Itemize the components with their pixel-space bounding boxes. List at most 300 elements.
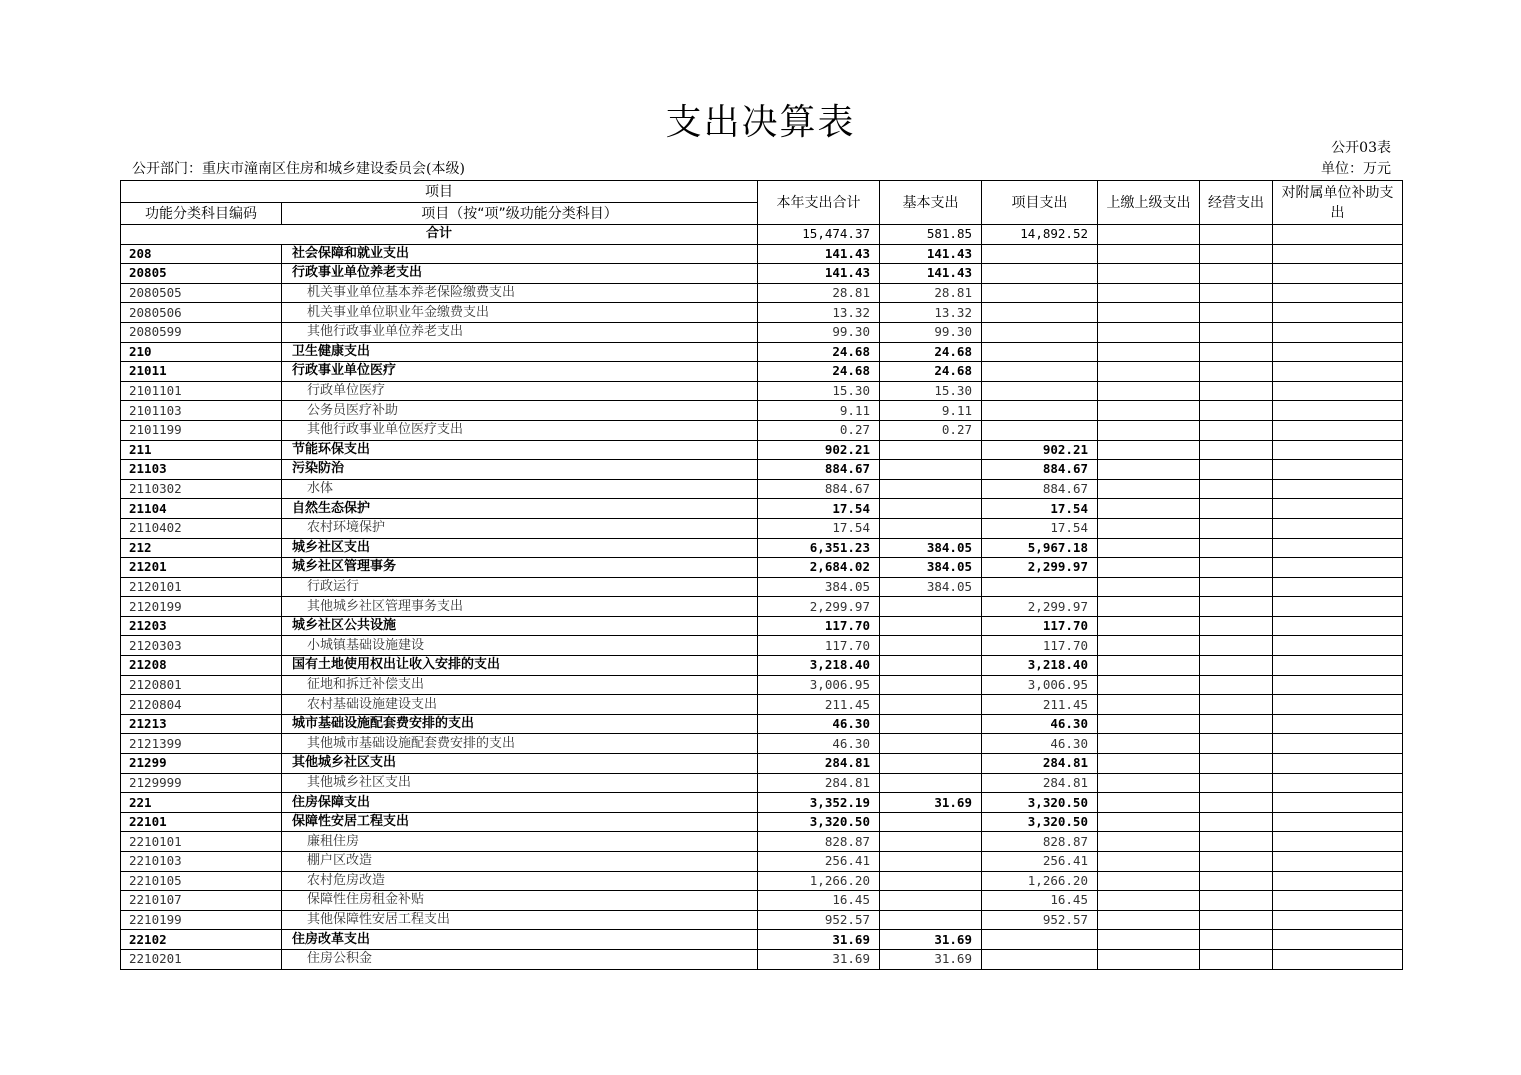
upper-cell bbox=[1098, 597, 1200, 617]
project-cell: 117.70 bbox=[982, 636, 1098, 656]
basic-cell: 141.43 bbox=[880, 244, 982, 264]
project-cell: 902.21 bbox=[982, 440, 1098, 460]
code-cell: 2120101 bbox=[121, 577, 282, 597]
code-cell: 21299 bbox=[121, 754, 282, 774]
total-cell: 3,218.40 bbox=[758, 656, 880, 676]
subsidy-cell bbox=[1273, 538, 1403, 558]
project-cell bbox=[982, 949, 1098, 969]
basic-cell: 99.30 bbox=[880, 322, 982, 342]
project-cell: 17.54 bbox=[982, 499, 1098, 519]
name-cell: 农村危房改造 bbox=[282, 871, 758, 891]
total-cell: 6,351.23 bbox=[758, 538, 880, 558]
basic-cell: 15.30 bbox=[880, 381, 982, 401]
business-cell bbox=[1200, 714, 1273, 734]
upper-cell bbox=[1098, 577, 1200, 597]
subsidy-cell bbox=[1273, 812, 1403, 832]
upper-cell bbox=[1098, 675, 1200, 695]
header-subsidy: 对附属单位补助支出 bbox=[1273, 181, 1403, 225]
subsidy-cell bbox=[1273, 264, 1403, 284]
name-cell: 棚户区改造 bbox=[282, 852, 758, 872]
upper-cell bbox=[1098, 479, 1200, 499]
basic-cell bbox=[880, 714, 982, 734]
subsidy-cell bbox=[1273, 949, 1403, 969]
upper-cell bbox=[1098, 538, 1200, 558]
name-cell: 水体 bbox=[282, 479, 758, 499]
upper-cell bbox=[1098, 695, 1200, 715]
code-cell: 2129999 bbox=[121, 773, 282, 793]
business-cell bbox=[1200, 303, 1273, 323]
project-cell: 828.87 bbox=[982, 832, 1098, 852]
project-cell: 14,892.52 bbox=[982, 225, 1098, 245]
subsidy-cell bbox=[1273, 362, 1403, 382]
name-cell: 自然生态保护 bbox=[282, 499, 758, 519]
subsidy-cell bbox=[1273, 479, 1403, 499]
subsidy-cell bbox=[1273, 401, 1403, 421]
name-cell: 廉租住房 bbox=[282, 832, 758, 852]
name-cell: 其他保障性安居工程支出 bbox=[282, 910, 758, 930]
upper-cell bbox=[1098, 949, 1200, 969]
basic-cell: 0.27 bbox=[880, 420, 982, 440]
business-cell bbox=[1200, 401, 1273, 421]
basic-cell: 581.85 bbox=[880, 225, 982, 245]
subsidy-cell bbox=[1273, 518, 1403, 538]
unit-label: 单位：万元 bbox=[1321, 161, 1391, 177]
name-cell: 行政运行 bbox=[282, 577, 758, 597]
total-cell: 1,266.20 bbox=[758, 871, 880, 891]
total-cell: 284.81 bbox=[758, 754, 880, 774]
name-cell: 其他城乡社区管理事务支出 bbox=[282, 597, 758, 617]
subsidy-cell bbox=[1273, 734, 1403, 754]
name-cell: 其他城乡社区支出 bbox=[282, 754, 758, 774]
subsidy-cell bbox=[1273, 714, 1403, 734]
total-cell: 141.43 bbox=[758, 244, 880, 264]
upper-cell bbox=[1098, 401, 1200, 421]
upper-cell bbox=[1098, 656, 1200, 676]
upper-cell bbox=[1098, 636, 1200, 656]
table-row bbox=[121, 910, 1403, 930]
basic-cell: 384.05 bbox=[880, 538, 982, 558]
table-row bbox=[121, 949, 1403, 969]
name-cell: 机关事业单位职业年金缴费支出 bbox=[282, 303, 758, 323]
table-row bbox=[121, 754, 1403, 774]
name-cell: 住房公积金 bbox=[282, 949, 758, 969]
subsidy-cell bbox=[1273, 793, 1403, 813]
expenditure-table bbox=[120, 180, 1403, 970]
subsidy-cell bbox=[1273, 891, 1403, 911]
table-row bbox=[121, 381, 1403, 401]
upper-cell bbox=[1098, 754, 1200, 774]
table-row bbox=[121, 695, 1403, 715]
name-cell: 农村环境保护 bbox=[282, 518, 758, 538]
table-row bbox=[121, 401, 1403, 421]
total-cell: 117.70 bbox=[758, 636, 880, 656]
page-title: 支出决算表 bbox=[665, 102, 856, 143]
project-cell bbox=[982, 577, 1098, 597]
upper-cell bbox=[1098, 832, 1200, 852]
project-cell bbox=[982, 342, 1098, 362]
code-cell: 212 bbox=[121, 538, 282, 558]
code-cell: 2210199 bbox=[121, 910, 282, 930]
table-row bbox=[121, 303, 1403, 323]
upper-cell bbox=[1098, 322, 1200, 342]
subsidy-cell bbox=[1273, 754, 1403, 774]
table-row bbox=[121, 244, 1403, 264]
basic-cell: 31.69 bbox=[880, 793, 982, 813]
subsidy-cell bbox=[1273, 871, 1403, 891]
business-cell bbox=[1200, 244, 1273, 264]
table-row bbox=[121, 342, 1403, 362]
table-row bbox=[121, 460, 1403, 480]
code-cell: 2210103 bbox=[121, 852, 282, 872]
project-cell: 284.81 bbox=[982, 773, 1098, 793]
total-row bbox=[121, 225, 1403, 245]
business-cell bbox=[1200, 734, 1273, 754]
subsidy-cell bbox=[1273, 675, 1403, 695]
subsidy-cell bbox=[1273, 656, 1403, 676]
name-cell: 其他城市基础设施配套费安排的支出 bbox=[282, 734, 758, 754]
table-row bbox=[121, 616, 1403, 636]
business-cell bbox=[1200, 656, 1273, 676]
name-cell: 污染防治 bbox=[282, 460, 758, 480]
upper-cell bbox=[1098, 891, 1200, 911]
business-cell bbox=[1200, 930, 1273, 950]
basic-cell: 28.81 bbox=[880, 283, 982, 303]
project-cell bbox=[982, 930, 1098, 950]
code-cell: 2210201 bbox=[121, 949, 282, 969]
total-cell: 28.81 bbox=[758, 283, 880, 303]
project-cell bbox=[982, 303, 1098, 323]
basic-cell: 384.05 bbox=[880, 577, 982, 597]
upper-cell bbox=[1098, 362, 1200, 382]
upper-cell bbox=[1098, 852, 1200, 872]
code-cell: 2101199 bbox=[121, 420, 282, 440]
code-cell: 21011 bbox=[121, 362, 282, 382]
header-upper: 上缴上级支出 bbox=[1098, 181, 1200, 225]
code-cell: 2101101 bbox=[121, 381, 282, 401]
table-row bbox=[121, 499, 1403, 519]
code-cell: 2080506 bbox=[121, 303, 282, 323]
name-cell: 征地和拆迁补偿支出 bbox=[282, 675, 758, 695]
subsidy-cell bbox=[1273, 283, 1403, 303]
name-cell: 卫生健康支出 bbox=[282, 342, 758, 362]
project-cell bbox=[982, 420, 1098, 440]
header-project: 项目支出 bbox=[982, 181, 1098, 225]
name-cell: 保障性住房租金补贴 bbox=[282, 891, 758, 911]
business-cell bbox=[1200, 871, 1273, 891]
total-cell: 99.30 bbox=[758, 322, 880, 342]
business-cell bbox=[1200, 891, 1273, 911]
business-cell bbox=[1200, 616, 1273, 636]
project-cell: 884.67 bbox=[982, 479, 1098, 499]
total-cell: 16.45 bbox=[758, 891, 880, 911]
upper-cell bbox=[1098, 616, 1200, 636]
total-cell: 31.69 bbox=[758, 949, 880, 969]
total-cell: 384.05 bbox=[758, 577, 880, 597]
total-cell: 24.68 bbox=[758, 362, 880, 382]
project-cell: 5,967.18 bbox=[982, 538, 1098, 558]
upper-cell bbox=[1098, 871, 1200, 891]
code-cell: 21208 bbox=[121, 656, 282, 676]
header-business: 经营支出 bbox=[1200, 181, 1273, 225]
total-cell: 9.11 bbox=[758, 401, 880, 421]
project-cell bbox=[982, 401, 1098, 421]
basic-cell: 9.11 bbox=[880, 401, 982, 421]
total-cell: 31.69 bbox=[758, 930, 880, 950]
project-cell: 3,218.40 bbox=[982, 656, 1098, 676]
upper-cell bbox=[1098, 793, 1200, 813]
business-cell bbox=[1200, 538, 1273, 558]
header-code: 功能分类科目编码 bbox=[121, 203, 282, 225]
total-cell: 2,684.02 bbox=[758, 558, 880, 578]
total-cell: 46.30 bbox=[758, 714, 880, 734]
upper-cell bbox=[1098, 283, 1200, 303]
name-cell: 行政事业单位养老支出 bbox=[282, 264, 758, 284]
name-cell: 国有土地使用权出让收入安排的支出 bbox=[282, 656, 758, 676]
total-cell: 24.68 bbox=[758, 342, 880, 362]
name-cell: 行政单位医疗 bbox=[282, 381, 758, 401]
basic-cell bbox=[880, 499, 982, 519]
business-cell bbox=[1200, 362, 1273, 382]
subsidy-cell bbox=[1273, 244, 1403, 264]
basic-cell bbox=[880, 518, 982, 538]
code-cell: 2210101 bbox=[121, 832, 282, 852]
total-cell: 117.70 bbox=[758, 616, 880, 636]
basic-cell bbox=[880, 773, 982, 793]
table-row bbox=[121, 518, 1403, 538]
subsidy-cell bbox=[1273, 499, 1403, 519]
code-cell: 2110402 bbox=[121, 518, 282, 538]
code-cell: 2080505 bbox=[121, 283, 282, 303]
code-cell: 21203 bbox=[121, 616, 282, 636]
table-row bbox=[121, 871, 1403, 891]
basic-cell bbox=[880, 852, 982, 872]
total-cell: 952.57 bbox=[758, 910, 880, 930]
business-cell bbox=[1200, 577, 1273, 597]
form-number: 公开03表 bbox=[1331, 140, 1391, 156]
upper-cell bbox=[1098, 225, 1200, 245]
header-basic: 基本支出 bbox=[880, 181, 982, 225]
name-cell: 城乡社区公共设施 bbox=[282, 616, 758, 636]
upper-cell bbox=[1098, 381, 1200, 401]
project-cell bbox=[982, 244, 1098, 264]
business-cell bbox=[1200, 695, 1273, 715]
code-cell: 221 bbox=[121, 793, 282, 813]
project-cell: 211.45 bbox=[982, 695, 1098, 715]
table-row bbox=[121, 793, 1403, 813]
code-cell: 2110302 bbox=[121, 479, 282, 499]
subsidy-cell bbox=[1273, 577, 1403, 597]
total-cell: 902.21 bbox=[758, 440, 880, 460]
subsidy-cell bbox=[1273, 636, 1403, 656]
name-cell: 行政事业单位医疗 bbox=[282, 362, 758, 382]
code-cell: 22101 bbox=[121, 812, 282, 832]
business-cell bbox=[1200, 949, 1273, 969]
upper-cell bbox=[1098, 440, 1200, 460]
code-cell: 2210105 bbox=[121, 871, 282, 891]
table-row bbox=[121, 734, 1403, 754]
basic-cell: 31.69 bbox=[880, 930, 982, 950]
upper-cell bbox=[1098, 460, 1200, 480]
subsidy-cell bbox=[1273, 597, 1403, 617]
project-cell: 1,266.20 bbox=[982, 871, 1098, 891]
basic-cell bbox=[880, 597, 982, 617]
total-cell: 3,006.95 bbox=[758, 675, 880, 695]
subsidy-cell bbox=[1273, 695, 1403, 715]
code-cell: 2210107 bbox=[121, 891, 282, 911]
name-cell: 住房保障支出 bbox=[282, 793, 758, 813]
subsidy-cell bbox=[1273, 558, 1403, 578]
total-cell: 15,474.37 bbox=[758, 225, 880, 245]
total-cell: 17.54 bbox=[758, 499, 880, 519]
table-row bbox=[121, 891, 1403, 911]
upper-cell bbox=[1098, 558, 1200, 578]
subsidy-cell bbox=[1273, 616, 1403, 636]
total-cell: 0.27 bbox=[758, 420, 880, 440]
subsidy-cell bbox=[1273, 930, 1403, 950]
total-cell: 884.67 bbox=[758, 460, 880, 480]
code-cell: 2121399 bbox=[121, 734, 282, 754]
project-cell bbox=[982, 264, 1098, 284]
upper-cell bbox=[1098, 714, 1200, 734]
subsidy-cell bbox=[1273, 460, 1403, 480]
project-cell: 46.30 bbox=[982, 714, 1098, 734]
name-cell: 城乡社区支出 bbox=[282, 538, 758, 558]
project-cell bbox=[982, 381, 1098, 401]
basic-cell bbox=[880, 910, 982, 930]
name-cell: 小城镇基础设施建设 bbox=[282, 636, 758, 656]
basic-cell bbox=[880, 656, 982, 676]
project-cell bbox=[982, 322, 1098, 342]
project-cell: 2,299.97 bbox=[982, 558, 1098, 578]
table-row bbox=[121, 264, 1403, 284]
table-row bbox=[121, 479, 1403, 499]
basic-cell: 384.05 bbox=[880, 558, 982, 578]
total-cell: 884.67 bbox=[758, 479, 880, 499]
total-cell: 3,320.50 bbox=[758, 812, 880, 832]
basic-cell bbox=[880, 440, 982, 460]
business-cell bbox=[1200, 283, 1273, 303]
business-cell bbox=[1200, 322, 1273, 342]
code-cell: 2120199 bbox=[121, 597, 282, 617]
project-cell: 284.81 bbox=[982, 754, 1098, 774]
subsidy-cell bbox=[1273, 322, 1403, 342]
code-cell: 21103 bbox=[121, 460, 282, 480]
upper-cell bbox=[1098, 734, 1200, 754]
basic-cell bbox=[880, 695, 982, 715]
upper-cell bbox=[1098, 910, 1200, 930]
basic-cell bbox=[880, 616, 982, 636]
business-cell bbox=[1200, 460, 1273, 480]
subsidy-cell bbox=[1273, 910, 1403, 930]
subsidy-cell bbox=[1273, 225, 1403, 245]
subsidy-cell bbox=[1273, 773, 1403, 793]
table-row bbox=[121, 832, 1403, 852]
code-cell: 2080599 bbox=[121, 322, 282, 342]
business-cell bbox=[1200, 342, 1273, 362]
table-row bbox=[121, 930, 1403, 950]
table-row bbox=[121, 812, 1403, 832]
table-row bbox=[121, 440, 1403, 460]
business-cell bbox=[1200, 675, 1273, 695]
project-cell bbox=[982, 283, 1098, 303]
code-cell: 22102 bbox=[121, 930, 282, 950]
code-cell: 211 bbox=[121, 440, 282, 460]
upper-cell bbox=[1098, 303, 1200, 323]
total-cell: 3,352.19 bbox=[758, 793, 880, 813]
project-cell: 17.54 bbox=[982, 518, 1098, 538]
header-total: 本年支出合计 bbox=[758, 181, 880, 225]
basic-cell bbox=[880, 891, 982, 911]
basic-cell bbox=[880, 636, 982, 656]
total-cell: 46.30 bbox=[758, 734, 880, 754]
project-cell: 884.67 bbox=[982, 460, 1098, 480]
upper-cell bbox=[1098, 264, 1200, 284]
business-cell bbox=[1200, 812, 1273, 832]
table-row bbox=[121, 597, 1403, 617]
name-cell: 保障性安居工程支出 bbox=[282, 812, 758, 832]
subsidy-cell bbox=[1273, 303, 1403, 323]
total-cell: 141.43 bbox=[758, 264, 880, 284]
name-cell: 其他城乡社区支出 bbox=[282, 773, 758, 793]
name-cell: 其他行政事业单位医疗支出 bbox=[282, 420, 758, 440]
table-row bbox=[121, 852, 1403, 872]
total-cell: 2,299.97 bbox=[758, 597, 880, 617]
basic-cell: 141.43 bbox=[880, 264, 982, 284]
total-cell: 13.32 bbox=[758, 303, 880, 323]
total-label: 合计 bbox=[121, 225, 758, 245]
subsidy-cell bbox=[1273, 342, 1403, 362]
total-cell: 211.45 bbox=[758, 695, 880, 715]
name-cell: 农村基础设施建设支出 bbox=[282, 695, 758, 715]
code-cell: 2101103 bbox=[121, 401, 282, 421]
business-cell bbox=[1200, 852, 1273, 872]
table-row bbox=[121, 773, 1403, 793]
basic-cell: 24.68 bbox=[880, 362, 982, 382]
total-cell: 17.54 bbox=[758, 518, 880, 538]
business-cell bbox=[1200, 479, 1273, 499]
basic-cell bbox=[880, 754, 982, 774]
business-cell bbox=[1200, 793, 1273, 813]
code-cell: 21104 bbox=[121, 499, 282, 519]
upper-cell bbox=[1098, 244, 1200, 264]
project-cell: 3,320.50 bbox=[982, 793, 1098, 813]
table-row bbox=[121, 714, 1403, 734]
upper-cell bbox=[1098, 930, 1200, 950]
table-row bbox=[121, 420, 1403, 440]
code-cell: 2120303 bbox=[121, 636, 282, 656]
name-cell: 社会保障和就业支出 bbox=[282, 244, 758, 264]
business-cell bbox=[1200, 773, 1273, 793]
basic-cell bbox=[880, 460, 982, 480]
basic-cell bbox=[880, 812, 982, 832]
table-row bbox=[121, 675, 1403, 695]
project-cell: 46.30 bbox=[982, 734, 1098, 754]
total-cell: 15.30 bbox=[758, 381, 880, 401]
name-cell: 城市基础设施配套费安排的支出 bbox=[282, 714, 758, 734]
name-cell: 公务员医疗补助 bbox=[282, 401, 758, 421]
project-cell: 117.70 bbox=[982, 616, 1098, 636]
code-cell: 21201 bbox=[121, 558, 282, 578]
subsidy-cell bbox=[1273, 832, 1403, 852]
upper-cell bbox=[1098, 773, 1200, 793]
header-project-group: 项目 bbox=[121, 181, 758, 203]
project-cell: 952.57 bbox=[982, 910, 1098, 930]
total-cell: 828.87 bbox=[758, 832, 880, 852]
upper-cell bbox=[1098, 812, 1200, 832]
upper-cell bbox=[1098, 518, 1200, 538]
basic-cell: 13.32 bbox=[880, 303, 982, 323]
business-cell bbox=[1200, 381, 1273, 401]
